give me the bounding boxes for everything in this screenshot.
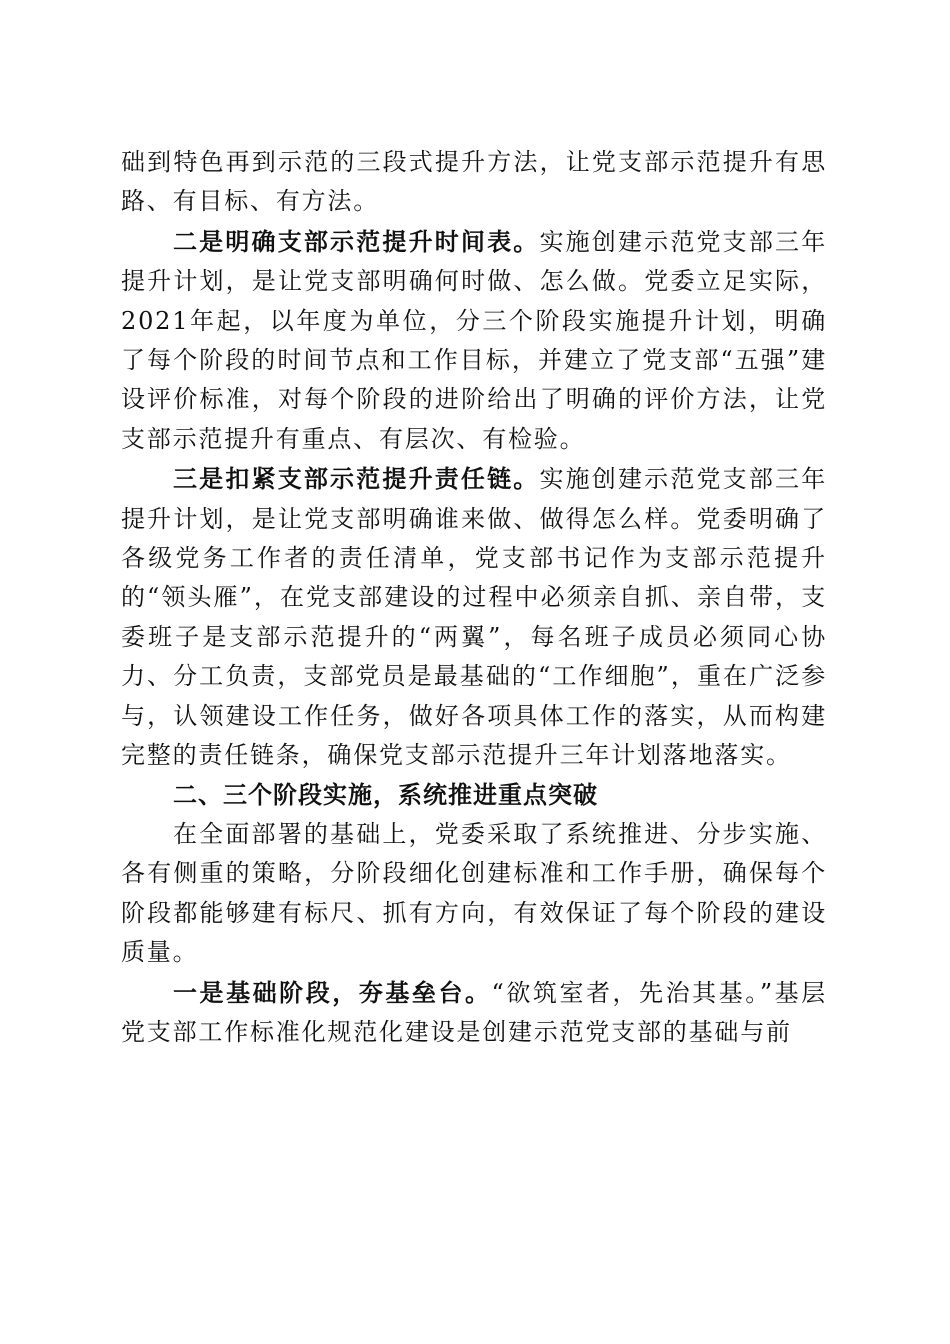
paragraph-text: 在全面部署的基础上，党委采取了系统推进、分步实施、各有侧重的策略，分阶段细化创建标准和工作手册，确保每个阶段都能够建有标尺、抓有方向，有效保证了每个阶段的建设质量。 bbox=[121, 819, 827, 967]
paragraph-lead: 三是扣紧支部示范提升责任链。 bbox=[173, 464, 540, 494]
paragraph-text: “欲筑室者，先治其基。”基层党支部工作标准化规范化建设是创建示范党支部的基础与前 bbox=[121, 978, 827, 1046]
document-body bbox=[121, 143, 827, 1052]
paragraph-text: 实施创建示范党支部三年提升计划，是让党支部明确谁来做、做得怎么样。党委明确了各级党务工作者的责任清单，党支部书记作为支部示范提升的“领头雁”，在党支部建设的过程中必须亲自抓、亲自带，支委班子是支部示范提升的“两翼”，每名班子成员必须同心协力、分工负责，支部党员是最基础的“工作细胞”，重在广泛参与，认领建设工作任务，做好各项具体工作的落实，从而构建完整的责任链条，确保党支部示范提升三年计划落地落实。 bbox=[121, 465, 827, 770]
paragraph-foundation-stage bbox=[121, 973, 827, 1053]
paragraph-text: 础到特色再到示范的三段式提升方法，让党支部示范提升有思路、有目标、有方法。 bbox=[121, 148, 827, 216]
paragraph-responsibility-chain bbox=[121, 459, 827, 775]
paragraph-lead: 二是明确支部示范提升时间表。 bbox=[173, 226, 540, 256]
paragraph-timetable bbox=[121, 222, 827, 459]
paragraph-text: 实施创建示范党支部三年提升计划，是让党支部明确何时做、怎么做。党委立足实际，2021年起，以年度为单位，分三个阶段实施提升计划，明确了每个阶段的时间节点和工作目标，并建立了党支部“五强”建设评价标准，对每个阶段的进阶给出了明确的评价方法，让党支部示范提升有重点、有层次、有检验。 bbox=[121, 227, 827, 453]
section-heading: 二、三个阶段实施，系统推进重点突破 bbox=[173, 780, 598, 809]
paragraph-deployment bbox=[121, 815, 827, 973]
paragraph-lead: 一是基础阶段，夯基垒台。 bbox=[173, 977, 492, 1007]
paragraph-continued bbox=[121, 143, 827, 222]
